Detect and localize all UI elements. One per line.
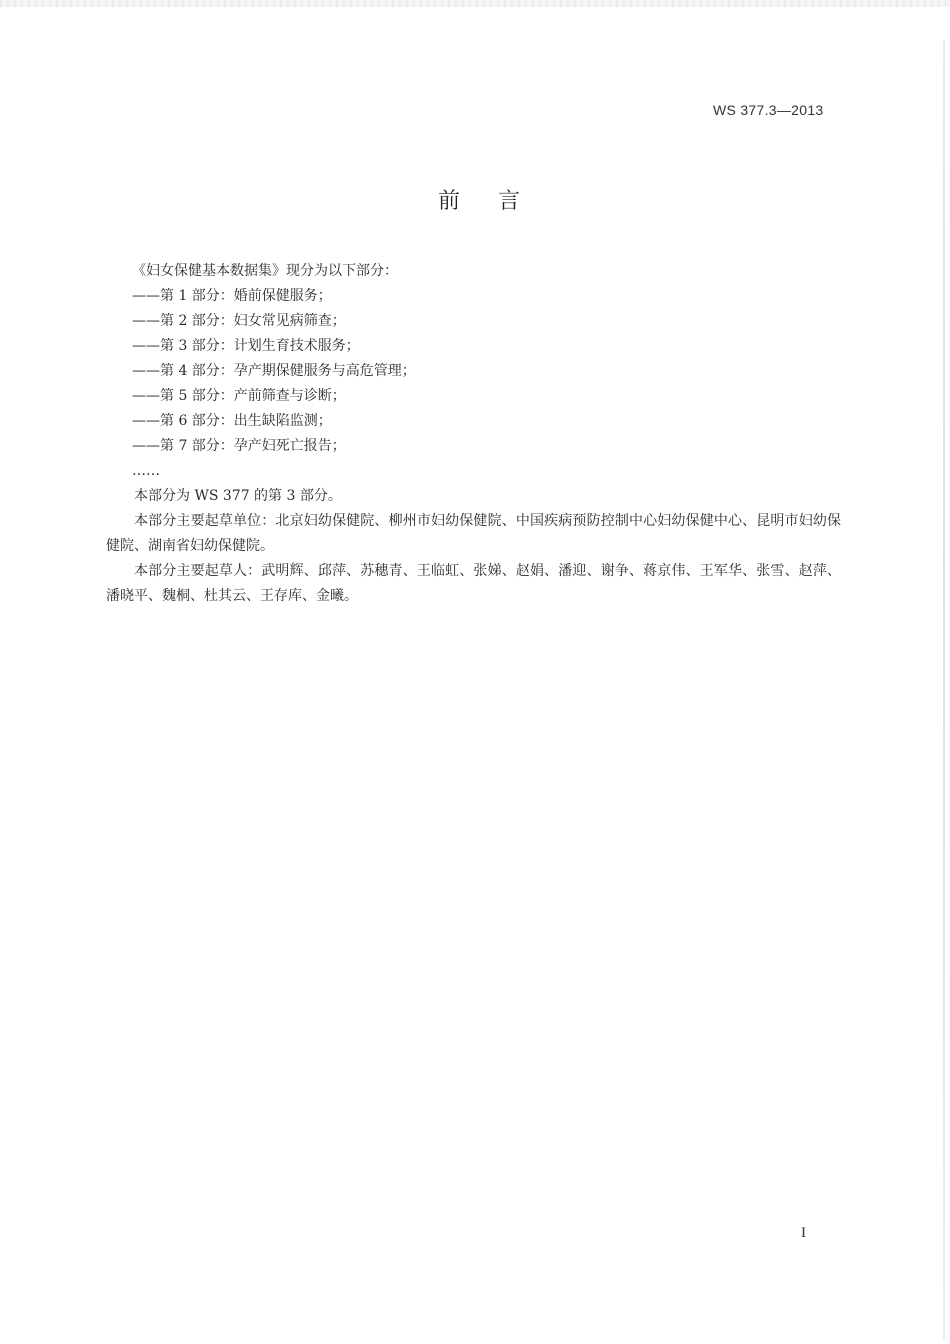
part-item-7: ——第 7 部分：孕产妇死亡报告； (132, 438, 346, 454)
standard-number: WS 377.3—2013 (713, 102, 824, 118)
scan-edge-top (0, 0, 950, 7)
part-item-5: ——第 5 部分：产前筛查与诊断； (132, 388, 346, 404)
part-item-4: ——第 4 部分：孕产期保健服务与高危管理； (132, 363, 416, 379)
part-item-6: ——第 6 部分：出生缺陷监测； (132, 413, 332, 429)
drafters-paragraph: 本部分主要起草人：武明辉、邱萍、苏穗青、王临虹、张娣、赵娟、潘迎、谢争、蒋京伟、王军华、张雪、赵萍、潘晓平、魏桐、杜其云、王存库、金曦。 (106, 563, 841, 604)
part-item-2: ——第 2 部分：妇女常见病筛查； (132, 313, 346, 329)
scan-edge-right (943, 40, 945, 1340)
page-title: 前言 (438, 189, 559, 214)
part-item-1: ——第 1 部分：婚前保健服务； (132, 288, 332, 304)
part-item-3: ——第 3 部分：计划生育技术服务； (132, 338, 360, 354)
intro-line: 《妇女保健基本数据集》现分为以下部分： (132, 263, 398, 279)
page-number: I (801, 1225, 806, 1241)
drafting-units-paragraph: 本部分主要起草单位：北京妇幼保健院、柳州市妇幼保健院、中国疾病预防控制中心妇幼保健中心、昆明市妇幼保健院、湖南省妇幼保健院。 (106, 513, 841, 554)
foreword-body (106, 259, 841, 609)
ellipsis: …… (132, 463, 160, 479)
part-statement: 本部分为 WS 377 的第 3 部分。 (134, 488, 342, 504)
